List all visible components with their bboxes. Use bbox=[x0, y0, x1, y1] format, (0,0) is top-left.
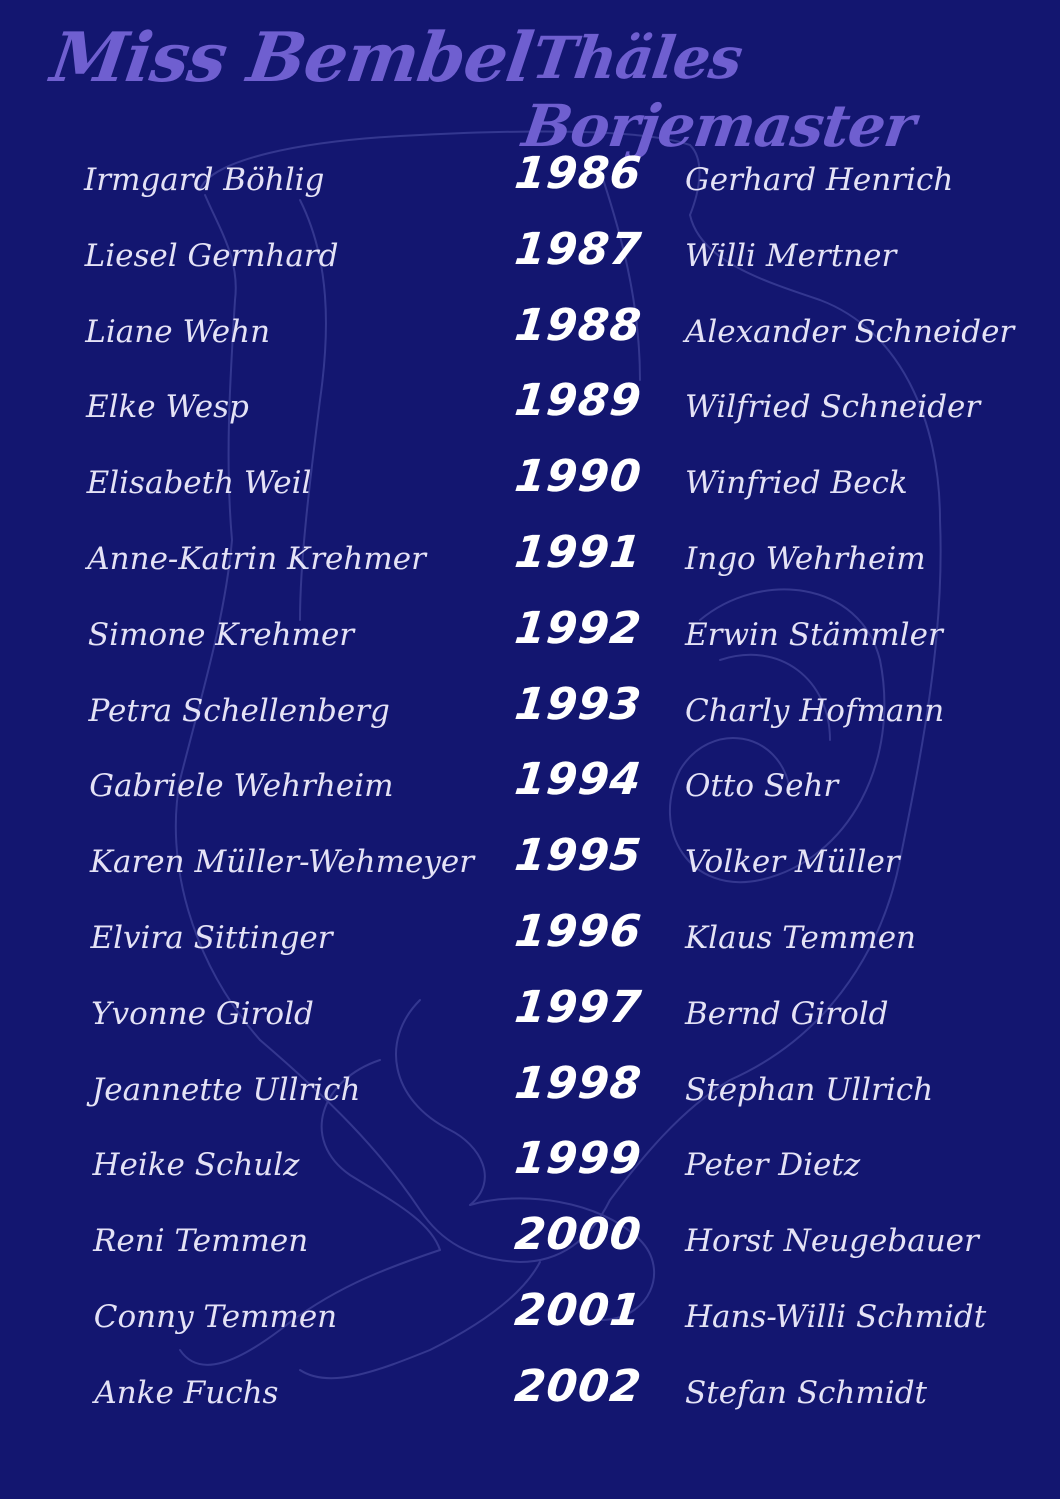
borjemaster-name: Otto Sehr bbox=[685, 768, 839, 805]
year: 1991 bbox=[512, 526, 645, 578]
list-row bbox=[0, 148, 1060, 224]
year: 1999 bbox=[512, 1133, 645, 1185]
borjemaster-name: Klaus Temmen bbox=[685, 919, 917, 956]
header-thaeles-borjemaster: Thäles Borjemaster bbox=[518, 24, 920, 160]
borjemaster-name: Alexander Schneider bbox=[685, 313, 1015, 350]
year: 2001 bbox=[512, 1284, 645, 1336]
borjemaster-name: Ingo Wehrheim bbox=[685, 540, 926, 577]
year: 1995 bbox=[512, 830, 645, 882]
borjemaster-name: Stefan Schmidt bbox=[685, 1374, 927, 1411]
list-row bbox=[0, 300, 1060, 376]
miss-bembel-name: Conny Temmen bbox=[93, 1298, 338, 1335]
year: 1992 bbox=[512, 602, 645, 654]
year: 2002 bbox=[512, 1360, 645, 1412]
borjemaster-name: Erwin Stämmler bbox=[685, 616, 943, 653]
miss-bembel-name: Liesel Gernhard bbox=[84, 237, 339, 274]
miss-bembel-name: Elvira Sittinger bbox=[90, 919, 333, 956]
miss-bembel-name: Anke Fuchs bbox=[94, 1374, 279, 1411]
list-row bbox=[0, 1361, 1060, 1437]
year: 2000 bbox=[512, 1209, 645, 1261]
borjemaster-name: Horst Neugebauer bbox=[685, 1223, 979, 1260]
list-row bbox=[0, 1133, 1060, 1209]
miss-bembel-name: Elke Wesp bbox=[85, 389, 249, 426]
year: 1990 bbox=[512, 451, 645, 503]
borjemaster-name: Volker Müller bbox=[685, 844, 900, 881]
miss-bembel-name: Heike Schulz bbox=[92, 1147, 300, 1184]
borjemaster-name: Gerhard Henrich bbox=[685, 162, 954, 198]
list-row bbox=[0, 1058, 1060, 1134]
list-row bbox=[0, 527, 1060, 603]
header-miss-bembel: Miss Bembel bbox=[46, 18, 538, 98]
miss-bembel-name: Simone Krehmer bbox=[87, 616, 355, 653]
year: 1994 bbox=[512, 754, 645, 806]
borjemaster-name: Stephan Ullrich bbox=[685, 1071, 934, 1108]
year: 1989 bbox=[512, 375, 645, 427]
list-row bbox=[0, 679, 1060, 755]
miss-bembel-name: Petra Schellenberg bbox=[88, 692, 390, 729]
list-row bbox=[0, 906, 1060, 982]
miss-bembel-name: Gabriele Wehrheim bbox=[89, 768, 394, 805]
miss-bembel-name: Liane Wehn bbox=[85, 313, 271, 350]
borjemaster-name: Willi Mertner bbox=[685, 237, 897, 274]
year: 1988 bbox=[512, 299, 645, 351]
borjemaster-name: Hans-Willi Schmidt bbox=[685, 1298, 987, 1335]
miss-bembel-name: Elisabeth Weil bbox=[86, 465, 312, 502]
list-row bbox=[0, 603, 1060, 679]
miss-bembel-name: Jeannette Ullrich bbox=[91, 1071, 361, 1108]
miss-bembel-name: Reni Temmen bbox=[93, 1223, 309, 1260]
year: 1998 bbox=[512, 1057, 645, 1109]
borjemaster-name: Peter Dietz bbox=[685, 1147, 861, 1184]
list-row bbox=[0, 1209, 1060, 1285]
list-row bbox=[0, 375, 1060, 451]
year: 1997 bbox=[512, 981, 645, 1033]
year: 1986 bbox=[512, 148, 645, 199]
list-row bbox=[0, 451, 1060, 527]
list-row bbox=[0, 754, 1060, 830]
borjemaster-name: Wilfried Schneider bbox=[685, 389, 981, 426]
miss-bembel-name: Yvonne Girold bbox=[91, 995, 314, 1032]
year: 1987 bbox=[512, 223, 645, 275]
list-row bbox=[0, 830, 1060, 906]
miss-bembel-name: Anne-Katrin Krehmer bbox=[87, 540, 426, 577]
year: 1996 bbox=[512, 905, 645, 957]
miss-bembel-name: Irmgard Böhlig bbox=[84, 162, 325, 198]
list-row bbox=[0, 1285, 1060, 1361]
borjemaster-name: Charly Hofmann bbox=[685, 692, 945, 729]
borjemaster-name: Winfried Beck bbox=[685, 465, 908, 502]
miss-bembel-name: Karen Müller-Wehmeyer bbox=[89, 844, 475, 881]
list-row bbox=[0, 982, 1060, 1058]
borjemaster-name: Bernd Girold bbox=[685, 995, 889, 1032]
year: 1993 bbox=[512, 678, 645, 730]
name-list bbox=[0, 148, 1060, 1437]
list-row bbox=[0, 224, 1060, 300]
